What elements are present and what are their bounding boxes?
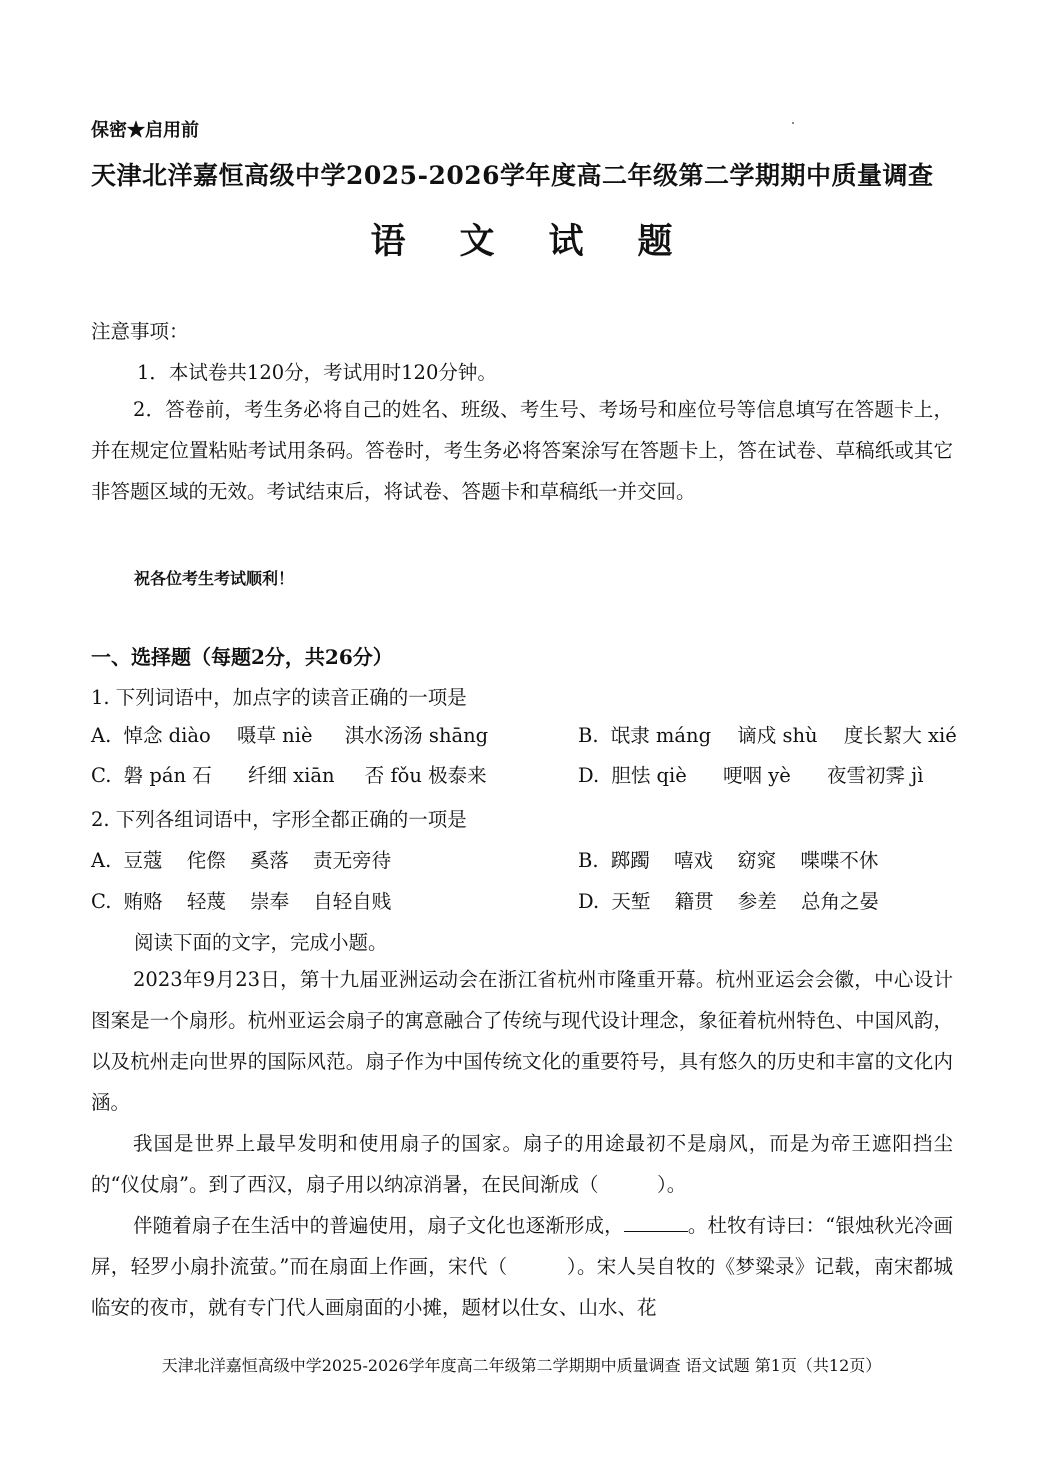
option-word: 磐 pán 石 xyxy=(123,764,212,787)
q1-option-b xyxy=(578,720,957,748)
q1-option-d xyxy=(578,760,923,788)
option-label: D. xyxy=(578,890,600,913)
option-label: B. xyxy=(578,724,599,747)
q2-option-d xyxy=(578,886,879,914)
note-item-1: 1．本试卷共120分，考试用时120分钟。 xyxy=(137,361,497,384)
passage-paragraph-2: 我国是世界上最早发明和使用扇子的国家。扇子的用途最初不是扇风，而是为帝王遮阳挡尘的“仪仗扇”。到了西汉，扇子用以纳凉消暑，在民间渐成（ ）。 xyxy=(91,1132,953,1196)
passage-paragraph-1: 2023年9月23日，第十九届亚洲运动会在浙江省杭州市隆重开幕。杭州亚运会会徽，中心设计图案是一个扇形。杭州亚运会扇子的寓意融合了传统与现代设计理念，象征着杭州特色、中国风韵，以及杭州走向世界的国际风范。扇子作为中国传统文化的重要符号，具有悠久的历史和丰富的文化内涵。 xyxy=(91,968,953,1114)
option-word: 胆怯 qiè xyxy=(611,764,687,787)
option-word: 夜雪初霁 jì xyxy=(826,764,924,787)
subject-title: 语文试题 xyxy=(370,221,727,262)
question-2-stem: 2. 下列各组词语中，字形全都正确的一项是 xyxy=(91,808,467,831)
q1-option-c xyxy=(91,760,487,788)
option-word: 度长絜大 xié xyxy=(843,724,957,747)
option-word: 窈窕 xyxy=(737,849,777,872)
option-word: 豆蔻 xyxy=(123,849,163,872)
good-luck-message: 祝各位考生考试顺利！ xyxy=(134,569,295,588)
scan-speck xyxy=(792,122,794,124)
option-word: 谪戍 shù xyxy=(737,724,818,747)
option-word: 天堑 xyxy=(611,890,651,913)
passage-paragraph-3 xyxy=(91,1205,953,1328)
option-label: A. xyxy=(91,849,112,872)
option-word: 悼念 diào xyxy=(123,724,211,747)
option-word: 侘傺 xyxy=(186,849,226,872)
option-word: 参差 xyxy=(737,890,777,913)
option-word: 贿赂 xyxy=(123,890,163,913)
option-word: 嘻戏 xyxy=(673,849,713,872)
option-word: 哽咽 yè xyxy=(723,764,791,787)
option-word: 喋喋不休 xyxy=(800,849,879,872)
passage-text: 。杜牧有诗曰：“银烛秋光冷画屏，轻罗小扇扑流萤。”而在扇面上作画，宋代（ ）。宋人吴自牧的《梦粱录》记载，南宋都城临安的夜市，就有专门代人画扇面的小摊，题材以仕女、山水、花 xyxy=(91,1214,953,1319)
q2-option-b xyxy=(578,845,878,873)
reading-instruction: 阅读下面的文字，完成小题。 xyxy=(134,931,388,954)
section-heading: 一、选择题（每题2分，共26分） xyxy=(91,645,393,669)
option-word: 责无旁待 xyxy=(313,849,392,872)
q2-option-c xyxy=(91,886,391,914)
option-word: 自轻自贱 xyxy=(313,890,392,913)
option-word: 淇水汤汤 shāng xyxy=(344,724,489,747)
option-label: B. xyxy=(578,849,599,872)
passage-text: 伴随着扇子在生活中的普遍使用，扇子文化也逐渐形成， xyxy=(133,1214,624,1237)
option-word: 籍贯 xyxy=(674,890,714,913)
option-word: 踯躅 xyxy=(610,849,650,872)
page-footer: 天津北洋嘉恒高级中学2025-2026学年度高二年级第二学期期中质量调查 语文试题 第1页（共12页） xyxy=(161,1356,882,1375)
option-word: 崇奉 xyxy=(250,890,290,913)
question-1-stem: 1. 下列词语中，加点字的读音正确的一项是 xyxy=(91,686,467,709)
option-label: D. xyxy=(578,764,600,787)
notes-heading: 注意事项： xyxy=(91,320,189,343)
option-word: 否 fǒu 极泰来 xyxy=(364,764,487,787)
option-label: C. xyxy=(91,890,112,913)
option-label: C. xyxy=(91,764,112,787)
option-word: 总角之晏 xyxy=(801,890,880,913)
option-label: A. xyxy=(91,724,112,747)
option-word: 嗫草 niè xyxy=(236,724,313,747)
confidential-label: 保密★启用前 xyxy=(91,120,199,141)
option-word: 轻蔑 xyxy=(186,890,226,913)
note-item-2: 2．答卷前，考生务必将自己的姓名、班级、考生号、考场号和座位号等信息填写在答题卡上，并在规定位置粘贴考试用条码。答卷时，考生务必将答案涂写在答题卡上，答在试卷、草稿纸或其它非答题区域的无效。考试结束后，将试卷、答题卡和草稿纸一并交回。 xyxy=(91,398,953,503)
option-word: 奚落 xyxy=(249,849,289,872)
q2-option-a xyxy=(91,845,391,873)
fill-in-blank xyxy=(624,1215,688,1232)
option-word: 氓隶 máng xyxy=(610,724,712,747)
exam-school-title: 天津北洋嘉恒高级中学2025-2026学年度高二年级第二学期期中质量调查 xyxy=(91,161,934,190)
option-word: 纤细 xiān xyxy=(247,764,335,787)
q1-option-a xyxy=(91,720,488,748)
